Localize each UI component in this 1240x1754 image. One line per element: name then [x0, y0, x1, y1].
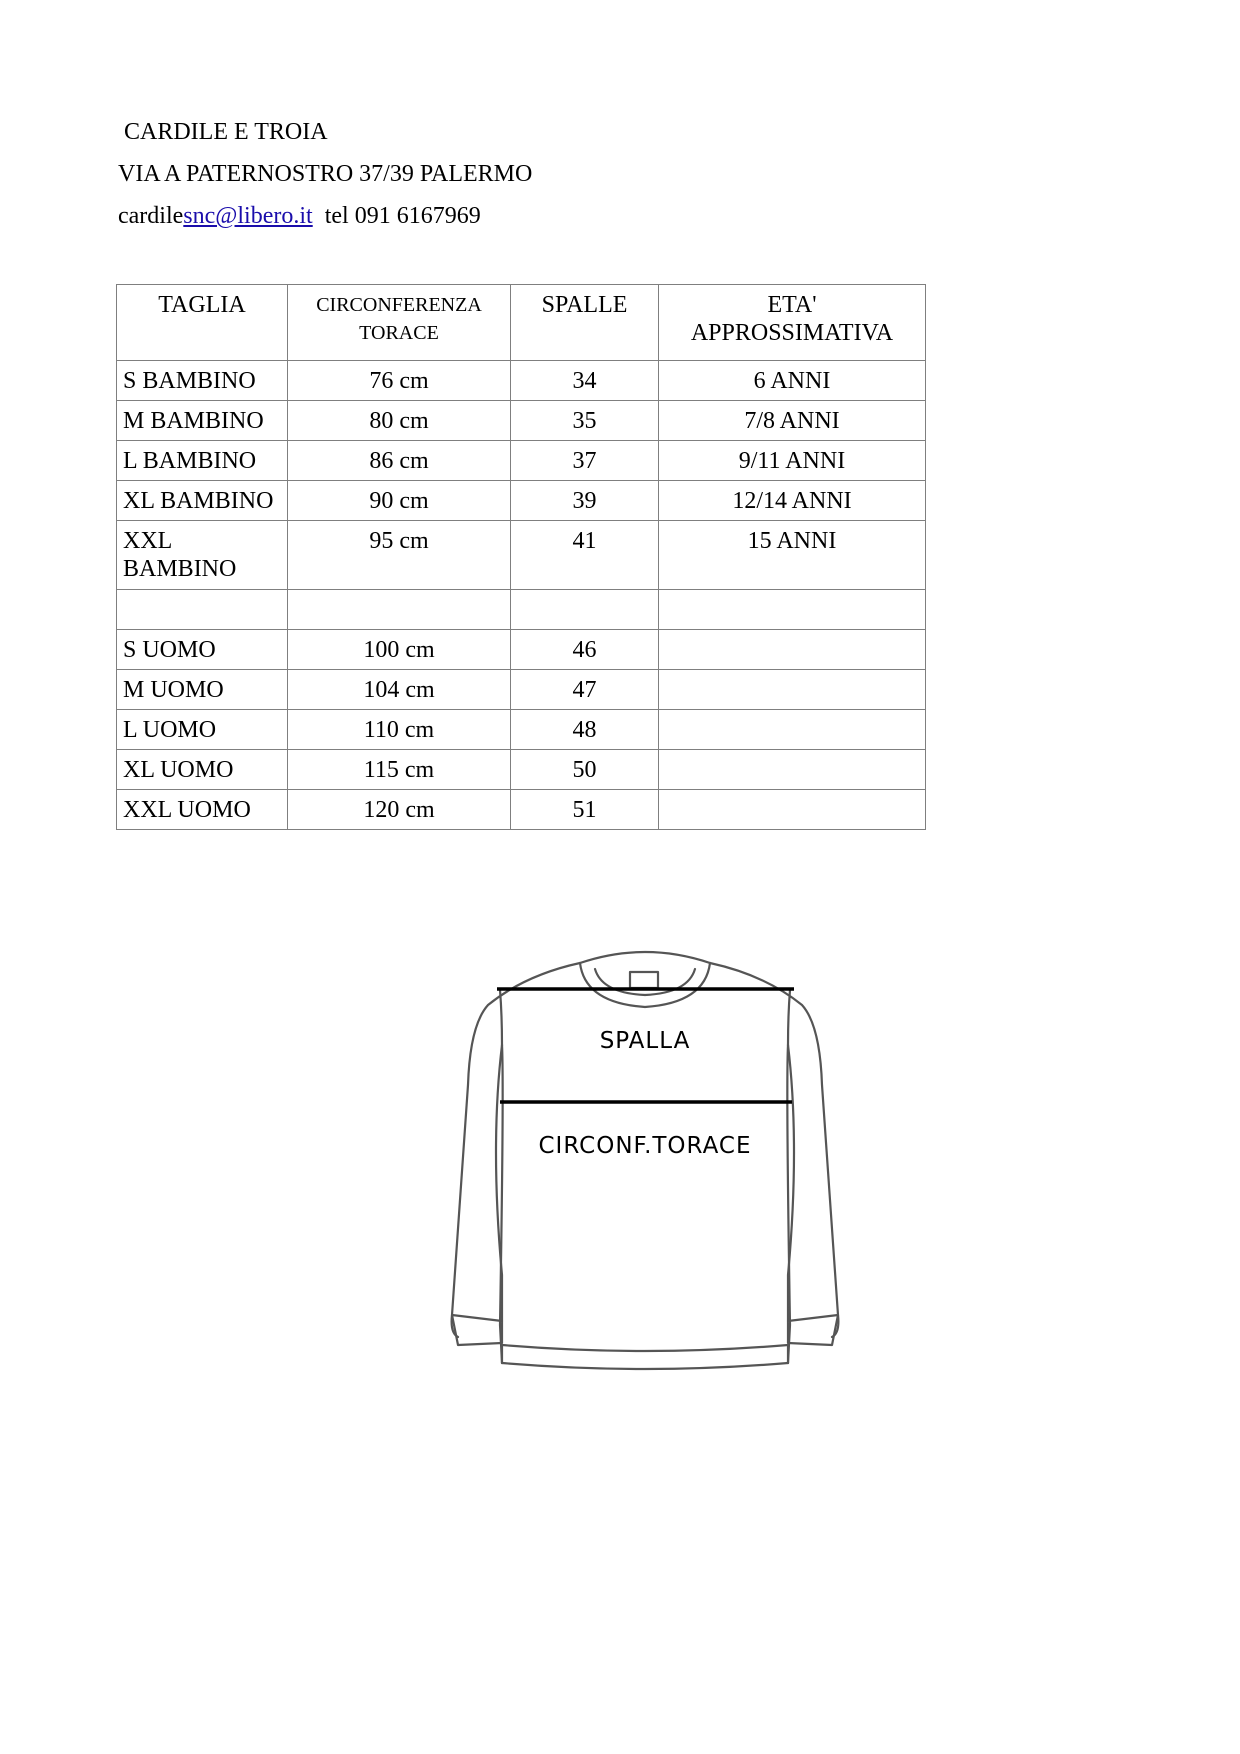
age-cell: [659, 790, 926, 830]
contact-line: [118, 202, 481, 230]
size-cell: XL BAMBINO: [117, 481, 288, 521]
shoulder-cell: 47: [511, 670, 659, 710]
company-name: CARDILE E TROIA: [124, 119, 328, 145]
shoulder-cell: 35: [511, 401, 659, 441]
size-cell: XXL UOMO: [117, 790, 288, 830]
size-cell: S BAMBINO: [117, 361, 288, 401]
table-row: [117, 401, 926, 441]
table-header-row: [117, 285, 926, 361]
size-cell: [117, 590, 288, 630]
age-cell: 6 ANNI: [659, 361, 926, 401]
column-header-circonferenza: CIRCONFERENZA TORACE: [288, 285, 511, 361]
shoulder-cell: 39: [511, 481, 659, 521]
age-cell: [659, 630, 926, 670]
column-header-eta: ETA' APPROSSIMATIVA: [659, 285, 926, 361]
table-row: [117, 670, 926, 710]
age-cell: 12/14 ANNI: [659, 481, 926, 521]
size-cell: L BAMBINO: [117, 441, 288, 481]
chest-cell: 100 cm: [288, 630, 511, 670]
age-cell: 9/11 ANNI: [659, 441, 926, 481]
table-row: [117, 630, 926, 670]
shoulder-cell: [511, 590, 659, 630]
email-link[interactable]: snc@libero.it: [183, 203, 313, 229]
column-header-spalle: SPALLE: [511, 285, 659, 361]
company-address: VIA A PATERNOSTRO 37/39 PALERMO: [118, 161, 533, 187]
sweater-icon: [430, 945, 860, 1390]
size-cell: XL UOMO: [117, 750, 288, 790]
table-row: [117, 750, 926, 790]
shoulder-cell: 37: [511, 441, 659, 481]
table-row: [117, 481, 926, 521]
table-row: [117, 441, 926, 481]
chest-cell: 80 cm: [288, 401, 511, 441]
age-cell: [659, 670, 926, 710]
email-prefix: cardile: [118, 203, 184, 229]
age-cell: [659, 750, 926, 790]
table-row: [117, 361, 926, 401]
chest-cell: 110 cm: [288, 710, 511, 750]
size-cell: XXL BAMBINO: [117, 521, 288, 590]
chest-cell: 104 cm: [288, 670, 511, 710]
shoulder-label: SPALLA: [599, 1028, 691, 1054]
size-cell: M BAMBINO: [117, 401, 288, 441]
table-row: [117, 710, 926, 750]
chest-cell: 76 cm: [288, 361, 511, 401]
chest-cell: 86 cm: [288, 441, 511, 481]
sweater-diagram: [430, 945, 860, 1390]
age-cell: 7/8 ANNI: [659, 401, 926, 441]
chest-cell: 95 cm: [288, 521, 511, 590]
shoulder-cell: 50: [511, 750, 659, 790]
column-header-taglia: TAGLIA: [117, 285, 288, 361]
size-cell: L UOMO: [117, 710, 288, 750]
telephone: tel 091 6167969: [324, 203, 481, 229]
chest-cell: 90 cm: [288, 481, 511, 521]
size-cell: M UOMO: [117, 670, 288, 710]
shoulder-cell: 51: [511, 790, 659, 830]
chest-cell: [288, 590, 511, 630]
size-cell: S UOMO: [117, 630, 288, 670]
shoulder-cell: 41: [511, 521, 659, 590]
chest-cell: 115 cm: [288, 750, 511, 790]
age-cell: 15 ANNI: [659, 521, 926, 590]
size-table: [116, 284, 926, 830]
age-cell: [659, 710, 926, 750]
age-cell: [659, 590, 926, 630]
chest-label: CIRCONF.TORACE: [538, 1133, 752, 1159]
chest-cell: 120 cm: [288, 790, 511, 830]
table-row: [117, 790, 926, 830]
shoulder-cell: 46: [511, 630, 659, 670]
table-row: [117, 521, 926, 590]
table-row: [117, 590, 926, 630]
shoulder-cell: 48: [511, 710, 659, 750]
shoulder-cell: 34: [511, 361, 659, 401]
